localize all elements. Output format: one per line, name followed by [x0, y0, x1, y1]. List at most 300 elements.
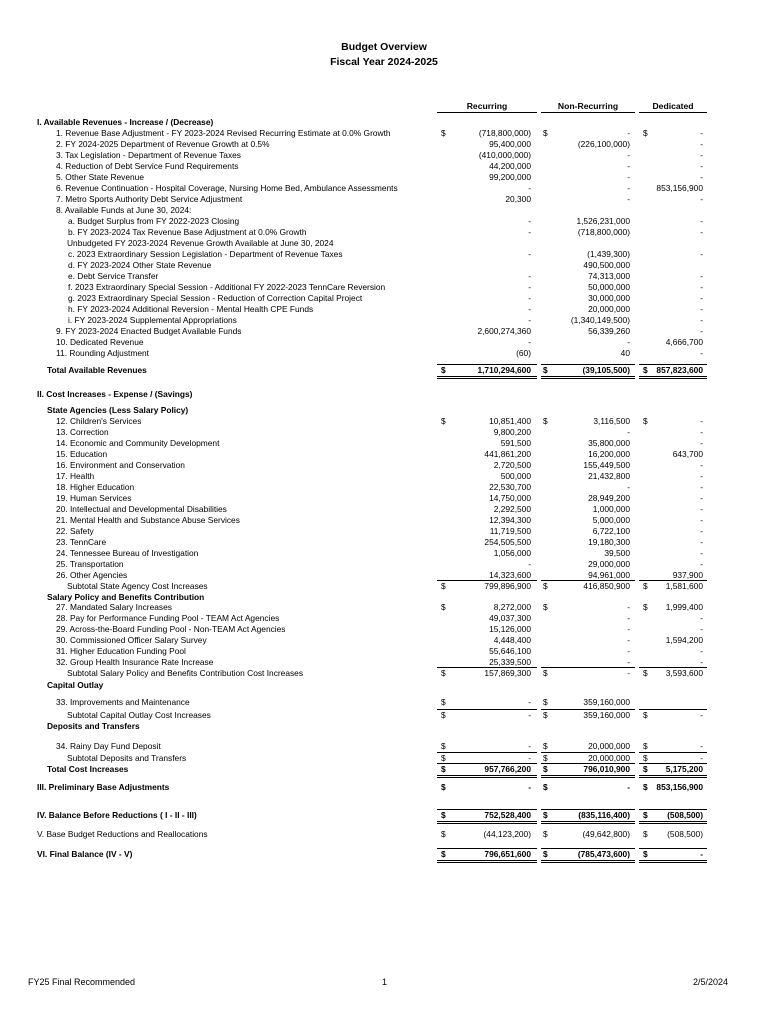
row-label: c. 2023 Extraordinary Session Legislation - Department of Revenue Taxes — [68, 249, 343, 259]
dollar-sign: $ — [441, 668, 446, 678]
dollar-sign: $ — [643, 416, 648, 426]
cell-dedicated: - — [700, 172, 703, 182]
cell-non-recurring: - — [627, 646, 630, 656]
cell-non-recurring: - — [627, 194, 630, 204]
subsection-heading: State Agencies (Less Salary Policy) — [47, 405, 189, 415]
rule-line — [437, 752, 537, 753]
cell-non-recurring: 21,432,800 — [588, 471, 630, 481]
cell-dedicated: - — [700, 741, 703, 751]
row-label: 24. Tennessee Bureau of Investigation — [56, 548, 199, 558]
budget-row — [0, 389, 768, 400]
section-heading: III. Preliminary Base Adjustments — [37, 782, 170, 792]
budget-row — [0, 172, 768, 183]
dollar-sign: $ — [643, 753, 648, 763]
row-label: 28. Pay for Performance Funding Pool - TEAM Act Agencies — [56, 613, 280, 623]
cell-recurring: (44,123,200) — [483, 829, 531, 839]
cell-recurring: 441,861,200 — [484, 449, 531, 459]
dollar-sign: $ — [543, 365, 548, 375]
row-label: 9. FY 2023-2024 Enacted Budget Available Funds — [56, 326, 242, 336]
cell-dedicated: - — [700, 460, 703, 470]
cell-dedicated: - — [700, 128, 703, 138]
budget-row — [0, 326, 768, 337]
cell-non-recurring: 20,000,000 — [588, 304, 630, 314]
cell-dedicated: 853,156,900 — [656, 183, 703, 193]
dollar-sign: $ — [543, 710, 548, 720]
row-label: 23. TennCare — [56, 537, 107, 547]
cell-non-recurring: 490,500,000 — [583, 260, 630, 270]
rule-line — [541, 860, 635, 861]
rule-line — [437, 763, 537, 764]
cell-non-recurring: 20,000,000 — [588, 753, 630, 763]
cell-non-recurring: 359,160,000 — [583, 697, 630, 707]
dollar-sign: $ — [643, 581, 648, 591]
dollar-sign: $ — [543, 741, 548, 751]
cell-recurring: 14,323,600 — [489, 570, 531, 580]
cell-recurring: - — [528, 183, 531, 193]
cell-recurring: 15,126,000 — [489, 624, 531, 634]
budget-row — [0, 471, 768, 482]
dollar-sign: $ — [543, 581, 548, 591]
dollar-sign: $ — [441, 128, 446, 138]
cell-dedicated: - — [700, 548, 703, 558]
section-heading: IV. Balance Before Reductions ( I - II - III) — [37, 810, 197, 820]
cell-dedicated: - — [700, 282, 703, 292]
cell-non-recurring: (835,116,400) — [578, 810, 630, 820]
row-label: 3. Tax Legislation - Department of Revenue Taxes — [56, 150, 241, 160]
rule-line — [541, 378, 635, 379]
cell-dedicated: 937,900 — [672, 570, 703, 580]
budget-row — [0, 293, 768, 304]
dollar-sign: $ — [643, 668, 648, 678]
rule-line — [541, 821, 635, 822]
rule-line — [437, 378, 537, 379]
dollar-sign: $ — [643, 128, 648, 138]
cell-dedicated: - — [700, 710, 703, 720]
cell-non-recurring: (718,800,000) — [577, 227, 630, 237]
cell-recurring: 796,651,600 — [484, 849, 531, 859]
budget-row — [0, 504, 768, 515]
dollar-sign: $ — [441, 764, 446, 774]
cell-recurring: - — [528, 282, 531, 292]
cell-recurring: 2,292,500 — [493, 504, 531, 514]
cell-recurring: 591,500 — [500, 438, 531, 448]
footer-left: FY25 Final Recommended — [28, 977, 136, 987]
row-label: 13. Correction — [56, 427, 109, 437]
cell-recurring: 4,448,400 — [493, 635, 531, 645]
cell-non-recurring: - — [627, 161, 630, 171]
row-label: g. 2023 Extraordinary Special Session - Reduction of Correction Capital Project — [68, 293, 363, 303]
cell-dedicated: - — [700, 613, 703, 623]
row-label: 30. Commissioned Officer Salary Survey — [56, 635, 207, 645]
budget-row — [0, 282, 768, 293]
cell-recurring: 49,037,300 — [489, 613, 531, 623]
row-label: Subtotal Capital Outlay Cost Increases — [67, 710, 211, 720]
cell-non-recurring: 6,722,100 — [592, 526, 630, 536]
budget-row — [0, 710, 768, 721]
row-label: Subtotal Deposits and Transfers — [67, 753, 187, 763]
budget-row — [0, 260, 768, 271]
budget-row — [0, 613, 768, 624]
budget-row — [0, 161, 768, 172]
budget-row — [0, 646, 768, 657]
cell-recurring: 799,896,900 — [484, 581, 531, 591]
cell-dedicated: - — [700, 139, 703, 149]
cell-dedicated: - — [700, 326, 703, 336]
cell-non-recurring: (1,340,149,500) — [570, 315, 630, 325]
rule-line — [437, 823, 537, 824]
cell-dedicated: 3,593,600 — [665, 668, 703, 678]
budget-row — [0, 183, 768, 194]
cell-recurring: (718,800,000) — [478, 128, 531, 138]
row-label: Subtotal State Agency Cost Increases — [67, 581, 208, 591]
rule-line — [437, 580, 537, 581]
cell-dedicated: - — [700, 471, 703, 481]
budget-row — [0, 271, 768, 282]
row-label: 6. Revenue Continuation - Hospital Coverage, Nursing Home Bed, Ambulance Assessments — [56, 183, 398, 193]
cell-dedicated: (508,500) — [667, 829, 703, 839]
dollar-sign: $ — [441, 849, 446, 859]
cell-dedicated: 857,823,600 — [656, 365, 703, 375]
cell-non-recurring: 28,949,200 — [588, 493, 630, 503]
cell-dedicated: - — [700, 482, 703, 492]
subsection-heading: Salary Policy and Benefits Contribution — [47, 592, 205, 602]
cell-recurring: 22,530,700 — [489, 482, 531, 492]
dollar-sign: $ — [643, 602, 648, 612]
row-label: 8. Available Funds at June 30, 2024: — [56, 205, 192, 215]
cell-non-recurring: - — [627, 150, 630, 160]
cell-non-recurring: 796,010,900 — [583, 764, 630, 774]
cell-recurring: - — [528, 315, 531, 325]
subsection-heading: Capital Outlay — [47, 680, 104, 690]
cell-dedicated: - — [700, 504, 703, 514]
rule-line — [639, 775, 707, 776]
cell-recurring: - — [528, 293, 531, 303]
row-label: 10. Dedicated Revenue — [56, 337, 144, 347]
row-label: b. FY 2023-2024 Tax Revenue Base Adjustment at 0.0% Growth — [68, 227, 307, 237]
row-label: Total Available Revenues — [47, 365, 147, 375]
rule-line — [639, 709, 707, 710]
row-label: i. FY 2023-2024 Supplemental Appropriations — [68, 315, 237, 325]
dollar-sign: $ — [543, 782, 548, 792]
budget-row — [0, 438, 768, 449]
cell-non-recurring: 50,000,000 — [588, 282, 630, 292]
cell-recurring: 2,720,500 — [493, 460, 531, 470]
dollar-sign: $ — [441, 416, 446, 426]
cell-recurring: 20,300 — [505, 194, 531, 204]
cell-non-recurring: 416,850,900 — [583, 581, 630, 591]
dollar-sign: $ — [441, 810, 446, 820]
cell-non-recurring: (39,105,500) — [582, 365, 630, 375]
budget-row — [0, 205, 768, 216]
cell-recurring: (410,000,000) — [478, 150, 531, 160]
rule-line — [541, 763, 635, 764]
row-label: 26. Other Agencies — [56, 570, 128, 580]
row-label: 21. Mental Health and Substance Abuse Services — [56, 515, 240, 525]
row-label: 4. Reduction of Debt Service Fund Requirements — [56, 161, 239, 171]
rule-line — [639, 821, 707, 822]
cell-recurring: - — [528, 741, 531, 751]
dollar-sign: $ — [643, 764, 648, 774]
row-label: 12. Children's Services — [56, 416, 142, 426]
row-label: 7. Metro Sports Authority Debt Service Adjustment — [56, 194, 243, 204]
cell-dedicated: - — [700, 753, 703, 763]
dollar-sign: $ — [441, 602, 446, 612]
cell-recurring: 254,505,500 — [484, 537, 531, 547]
cell-dedicated: 4,666,700 — [665, 337, 703, 347]
budget-row — [0, 493, 768, 504]
dollar-sign: $ — [441, 365, 446, 375]
budget-row — [0, 559, 768, 570]
cell-non-recurring: 40 — [620, 348, 630, 358]
budget-row — [0, 427, 768, 438]
cell-dedicated: - — [700, 438, 703, 448]
dollar-sign: $ — [643, 810, 648, 820]
cell-recurring: 8,272,000 — [493, 602, 531, 612]
cell-recurring: 9,800,200 — [493, 427, 531, 437]
budget-row — [0, 624, 768, 635]
cell-non-recurring: (785,473,600) — [577, 849, 630, 859]
cell-non-recurring: 155,449,500 — [583, 460, 630, 470]
cell-non-recurring: 16,200,000 — [588, 449, 630, 459]
section-heading: I. Available Revenues - Increase / (Decrease) — [37, 117, 214, 127]
section-heading: V. Base Budget Reductions and Reallocations — [37, 829, 208, 839]
cell-dedicated: - — [700, 493, 703, 503]
row-label: d. FY 2023-2024 Other State Revenue — [68, 260, 212, 270]
dollar-sign: $ — [643, 365, 648, 375]
cell-non-recurring: 5,000,000 — [592, 515, 630, 525]
cell-recurring: 157,869,300 — [484, 668, 531, 678]
budget-row — [0, 337, 768, 348]
budget-row — [0, 216, 768, 227]
cell-recurring: - — [528, 216, 531, 226]
row-label: 29. Across-the-Board Funding Pool - Non-TEAM Act Agencies — [56, 624, 286, 634]
cell-dedicated: 1,999,400 — [665, 602, 703, 612]
cell-dedicated: 1,581,600 — [665, 581, 703, 591]
cell-dedicated: - — [700, 293, 703, 303]
budget-row — [0, 449, 768, 460]
cell-non-recurring: - — [627, 668, 630, 678]
cell-dedicated: - — [700, 249, 703, 259]
rule-line — [437, 775, 537, 776]
dollar-sign: $ — [643, 710, 648, 720]
row-label: 19. Human Services — [56, 493, 132, 503]
row-label: 1. Revenue Base Adjustment - FY 2023-2024 Revised Recurring Estimate at 0.0% Growth — [56, 128, 391, 138]
cell-non-recurring: 35,800,000 — [588, 438, 630, 448]
dollar-sign: $ — [543, 810, 548, 820]
budget-row — [0, 602, 768, 613]
cell-dedicated: - — [700, 227, 703, 237]
cell-non-recurring: (1,439,300) — [587, 249, 630, 259]
dollar-sign: $ — [543, 128, 548, 138]
budget-row — [0, 150, 768, 161]
budget-row — [0, 482, 768, 493]
cell-recurring: - — [528, 697, 531, 707]
rule-line — [437, 809, 537, 810]
row-label: e. Debt Service Transfer — [68, 271, 159, 281]
cell-non-recurring: - — [627, 427, 630, 437]
cell-dedicated: - — [700, 537, 703, 547]
rule-line — [541, 848, 635, 849]
rule-line — [541, 809, 635, 810]
dollar-sign: $ — [441, 829, 446, 839]
cell-non-recurring: 19,180,300 — [588, 537, 630, 547]
footer-date: 2/5/2024 — [693, 977, 729, 987]
dollar-sign: $ — [543, 602, 548, 612]
row-label: 15. Education — [56, 449, 108, 459]
rule-line — [639, 823, 707, 824]
budget-row — [0, 810, 768, 821]
cell-recurring: 55,646,100 — [489, 646, 531, 656]
rule-line — [639, 862, 707, 863]
dollar-sign: $ — [441, 741, 446, 751]
budget-row — [0, 365, 768, 376]
cell-non-recurring: - — [627, 635, 630, 645]
cell-recurring: 2,600,274,360 — [477, 326, 531, 336]
cell-recurring: - — [528, 304, 531, 314]
budget-row — [0, 764, 768, 775]
rule-line — [541, 823, 635, 824]
budget-row — [0, 304, 768, 315]
dollar-sign: $ — [441, 710, 446, 720]
rule-line — [639, 376, 707, 377]
row-label: 16. Environment and Conservation — [56, 460, 185, 470]
cell-dedicated: 853,156,900 — [656, 782, 703, 792]
cell-recurring: 44,200,000 — [489, 161, 531, 171]
row-label: 17. Health — [56, 471, 95, 481]
row-label: Total Cost Increases — [47, 764, 129, 774]
row-label: f. 2023 Extraordinary Special Session - Additional FY 2022-2023 TennCare Reversion — [68, 282, 386, 292]
cell-non-recurring: - — [627, 183, 630, 193]
budget-row — [0, 849, 768, 860]
dollar-sign: $ — [643, 829, 648, 839]
cell-recurring: - — [528, 753, 531, 763]
rule-line — [639, 580, 707, 581]
rule-line — [639, 777, 707, 778]
row-label: 18. Higher Education — [56, 482, 135, 492]
cell-dedicated: - — [700, 216, 703, 226]
budget-row — [0, 668, 768, 679]
cell-non-recurring: - — [627, 657, 630, 667]
cell-dedicated: - — [700, 271, 703, 281]
cell-non-recurring: - — [627, 624, 630, 634]
dollar-sign: $ — [543, 849, 548, 859]
cell-recurring: 1,056,000 — [493, 548, 531, 558]
cell-non-recurring: - — [627, 602, 630, 612]
budget-row — [0, 249, 768, 260]
budget-row — [0, 741, 768, 752]
cell-recurring: - — [528, 337, 531, 347]
cell-recurring: 95,400,000 — [489, 139, 531, 149]
cell-recurring: 752,528,400 — [484, 810, 531, 820]
cell-non-recurring: 94,961,000 — [588, 570, 630, 580]
budget-row — [0, 581, 768, 592]
rule-line — [437, 862, 537, 863]
cell-dedicated: - — [700, 194, 703, 204]
cell-dedicated: - — [700, 315, 703, 325]
subsection-heading: Deposits and Transfers — [47, 721, 140, 731]
row-label: h. FY 2023-2024 Additional Reversion - Mental Health CPE Funds — [68, 304, 314, 314]
row-label: 20. Intellectual and Developmental Disabilities — [56, 504, 227, 514]
section-heading: II. Cost Increases - Expense / (Savings) — [37, 389, 193, 399]
cell-non-recurring: (49,642,800) — [582, 829, 630, 839]
section-heading: VI. Final Balance (IV - V) — [37, 849, 133, 859]
budget-row — [0, 194, 768, 205]
cell-recurring: (60) — [516, 348, 531, 358]
cell-non-recurring: - — [627, 782, 630, 792]
rule-line — [437, 848, 537, 849]
rule-line — [541, 775, 635, 776]
row-label: 33. Improvements and Maintenance — [56, 697, 190, 707]
cell-recurring: - — [528, 782, 531, 792]
cell-dedicated: - — [700, 849, 703, 859]
cell-recurring: 957,766,200 — [484, 764, 531, 774]
rule-line — [639, 860, 707, 861]
budget-row — [0, 348, 768, 359]
dollar-sign: $ — [543, 764, 548, 774]
rule-line — [541, 862, 635, 863]
row-label: 32. Group Health Insurance Rate Increase — [56, 657, 214, 667]
cell-dedicated: - — [700, 150, 703, 160]
cell-dedicated: - — [700, 624, 703, 634]
cell-dedicated: - — [700, 427, 703, 437]
rule-line — [541, 777, 635, 778]
budget-row — [0, 537, 768, 548]
cell-dedicated: - — [700, 304, 703, 314]
cell-non-recurring: (226,100,000) — [577, 139, 630, 149]
budget-row — [0, 227, 768, 238]
dollar-sign: $ — [643, 849, 648, 859]
cell-non-recurring: 1,000,000 — [592, 504, 630, 514]
cell-dedicated: - — [700, 161, 703, 171]
cell-recurring: - — [528, 227, 531, 237]
row-label: 34. Rainy Day Fund Deposit — [56, 741, 161, 751]
rule-line — [639, 378, 707, 379]
budget-row — [0, 721, 768, 732]
cell-recurring: - — [528, 249, 531, 259]
cell-non-recurring: 3,116,500 — [593, 416, 630, 426]
budget-row — [0, 128, 768, 139]
dollar-sign: $ — [543, 753, 548, 763]
cell-dedicated: (508,500) — [667, 810, 703, 820]
rule-line — [639, 848, 707, 849]
dollar-sign: $ — [643, 741, 648, 751]
cell-dedicated: 1,594,200 — [665, 635, 703, 645]
cell-dedicated: 5,175,200 — [665, 764, 703, 774]
cell-recurring: 500,000 — [500, 471, 531, 481]
rule-line — [437, 376, 537, 377]
cell-recurring: 1,710,294,600 — [477, 365, 531, 375]
cell-dedicated: 643,700 — [672, 449, 703, 459]
cell-non-recurring: 56,339,260 — [588, 326, 630, 336]
cell-non-recurring: 39,500 — [604, 548, 630, 558]
row-label: 27. Mandated Salary Increases — [56, 602, 172, 612]
cell-non-recurring: - — [627, 172, 630, 182]
budget-row — [0, 680, 768, 691]
cell-dedicated: - — [700, 515, 703, 525]
rule-line — [639, 809, 707, 810]
rule-line — [541, 667, 635, 668]
rule-line — [639, 752, 707, 753]
rule-line — [541, 376, 635, 377]
dollar-sign: $ — [543, 829, 548, 839]
cell-recurring: 99,200,000 — [489, 172, 531, 182]
cell-non-recurring: - — [627, 482, 630, 492]
cell-dedicated: - — [700, 348, 703, 358]
row-label: 2. FY 2024-2025 Department of Revenue Growth at 0.5% — [56, 139, 270, 149]
cell-recurring: 11,719,500 — [489, 526, 531, 536]
row-label: Unbudgeted FY 2023-2024 Revenue Growth Available at June 30, 2024 — [67, 238, 334, 248]
column-header-non-recurring: Non-Recurring — [541, 101, 635, 113]
